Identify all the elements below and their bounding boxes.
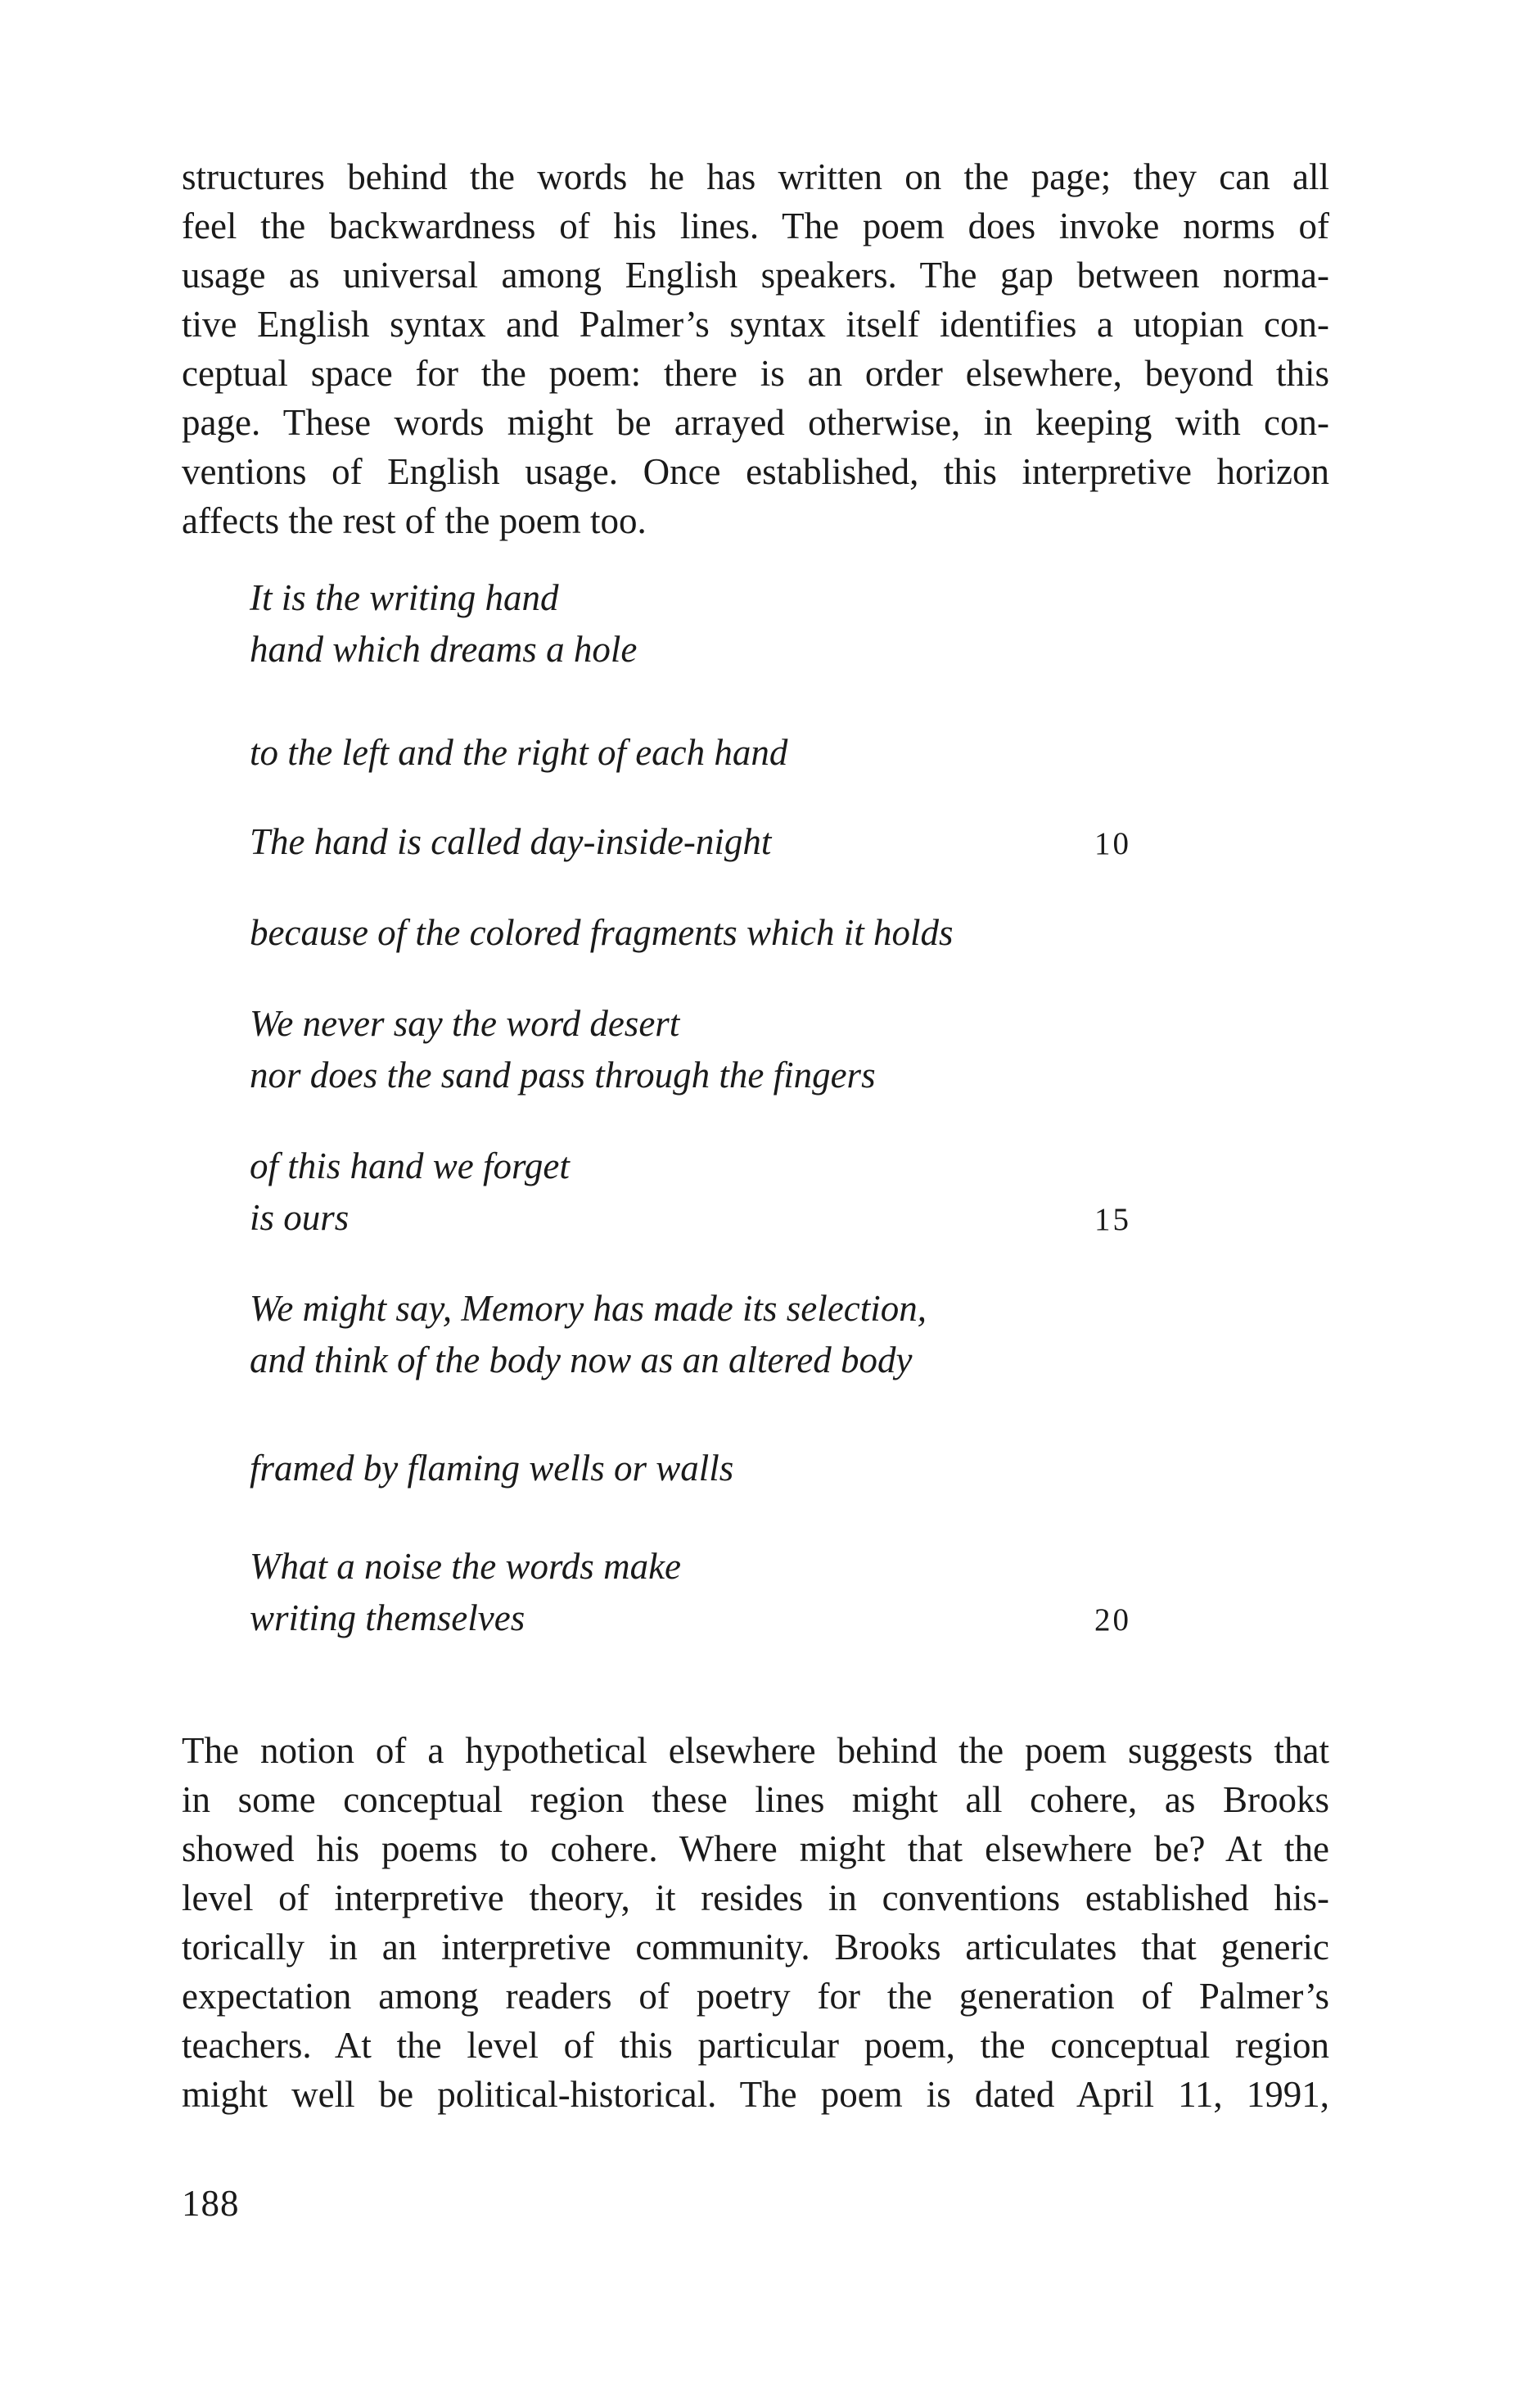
poem-line: We never say the word desert	[250, 1003, 680, 1044]
poem-line: writing themselves	[250, 1597, 525, 1638]
poem-line: of this hand we forget	[250, 1145, 570, 1186]
prose-line: torically in an interpretive community. Brooks articulates that generic	[182, 1927, 1329, 1968]
prose-line: affects the rest of the poem too.	[182, 500, 647, 541]
poem-line: The hand is called day-inside-night	[250, 821, 772, 862]
prose-line: page. These words might be arrayed otherwise, in keeping with con-	[182, 402, 1329, 443]
prose-paragraph-bottom	[182, 1726, 1329, 2119]
prose-line: showed his poems to cohere. Where might that elsewhere be? At the	[182, 1828, 1329, 1869]
prose-line: in some conceptual region these lines might all cohere, as Brooks	[182, 1779, 1329, 1820]
poem-line-number: 10	[1094, 826, 1131, 861]
prose-line: ceptual space for the poem: there is an order elsewhere, beyond this	[182, 353, 1329, 394]
poem-line: What a noise the words make	[250, 1546, 682, 1587]
prose-line: The notion of a hypothetical elsewhere behind the poem suggests that	[182, 1730, 1329, 1771]
poem-line: We might say, Memory has made its selection,	[250, 1288, 927, 1329]
poem-line: framed by flaming wells or walls	[250, 1448, 734, 1489]
poem-line-number: 15	[1094, 1202, 1131, 1237]
prose-paragraph-top	[182, 152, 1329, 545]
poem-line: and think of the body now as an altered body	[250, 1340, 913, 1380]
poem-line-number: 20	[1094, 1602, 1131, 1638]
prose-line: tive English syntax and Palmer’s syntax itself identifies a utopian con-	[182, 304, 1329, 345]
poem-line: to the left and the right of each hand	[250, 732, 788, 773]
prose-line: usage as universal among English speakers. The gap between norma-	[182, 255, 1329, 296]
prose-line: level of interpretive theory, it resides in conventions established his-	[182, 1877, 1329, 1918]
prose-line: structures behind the words he has written on the page; they can all	[182, 156, 1329, 197]
poem-line: because of the colored fragments which it holds	[250, 912, 954, 953]
poem-line: hand which dreams a hole	[250, 629, 638, 670]
prose-line: might well be political-historical. The poem is dated April 11, 1991,	[182, 2074, 1329, 2115]
prose-line: feel the backwardness of his lines. The poem does invoke norms of	[182, 206, 1329, 246]
page-number: 188	[182, 2183, 240, 2224]
poem-line: It is the writing hand	[250, 577, 559, 618]
prose-line: teachers. At the level of this particular poem, the conceptual region	[182, 2025, 1329, 2066]
prose-line: ventions of English usage. Once established, this interpretive horizon	[182, 451, 1329, 492]
poem-line: nor does the sand pass through the fingers	[250, 1055, 876, 1096]
prose-line: expectation among readers of poetry for the generation of Palmer’s	[182, 1976, 1329, 2017]
poem-line: is ours	[250, 1197, 350, 1238]
